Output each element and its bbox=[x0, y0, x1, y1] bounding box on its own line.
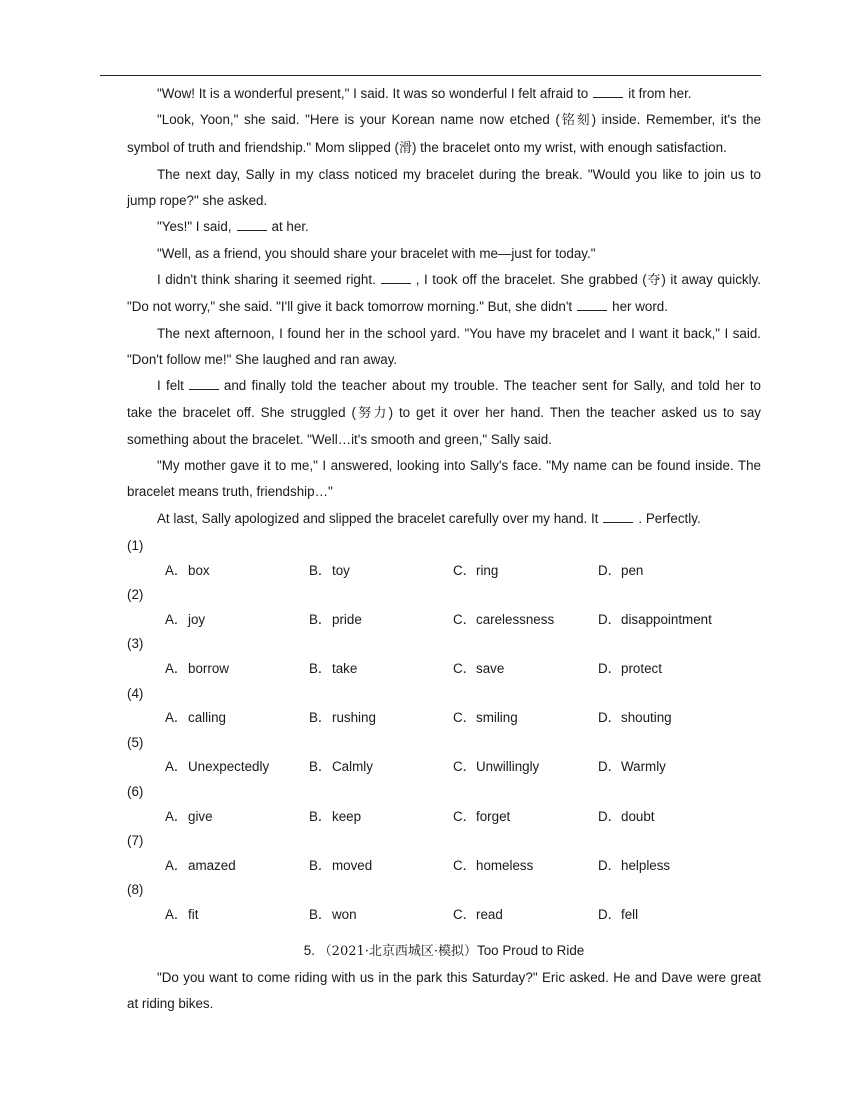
answer-blank bbox=[593, 85, 623, 98]
passage-paragraph: The next afternoon, I found her in the school yard. "You have my bracelet and I want it back," I said. "Don't follow me!" She laughed and ran away. bbox=[127, 325, 761, 367]
header-rule bbox=[100, 75, 761, 76]
answer-blank bbox=[381, 271, 411, 284]
option-d[interactable]: D．shouting bbox=[598, 710, 672, 726]
passage-paragraph: At last, Sally apologized and slipped the bracelet carefully over my hand. It . Perfectly. bbox=[157, 510, 701, 526]
passage-paragraph: "Well, as a friend, you should share your bracelet with me—just for today." bbox=[157, 245, 596, 261]
option-a[interactable]: A．joy bbox=[165, 611, 206, 627]
option-b[interactable]: B．won bbox=[309, 906, 357, 922]
option-b[interactable]: B．take bbox=[309, 661, 358, 677]
question-item bbox=[127, 632, 761, 681]
option-d[interactable]: D．Warmly bbox=[598, 759, 666, 775]
option-row bbox=[127, 755, 761, 780]
question-number: (3) bbox=[127, 636, 144, 652]
option-a[interactable]: A．calling bbox=[165, 710, 226, 726]
option-b[interactable]: B．rushing bbox=[309, 710, 376, 726]
option-a[interactable]: A．borrow bbox=[165, 661, 229, 677]
option-c[interactable]: C．homeless bbox=[453, 857, 534, 873]
option-c[interactable]: C．Unwillingly bbox=[453, 759, 540, 775]
answer-blank bbox=[603, 510, 633, 523]
option-row bbox=[127, 854, 761, 879]
question-item bbox=[127, 878, 761, 927]
question-number: (5) bbox=[127, 734, 144, 750]
question-number: (2) bbox=[127, 587, 144, 603]
option-b[interactable]: B．moved bbox=[309, 857, 373, 873]
option-a[interactable]: A．Unexpectedly bbox=[165, 759, 270, 775]
question-number: (7) bbox=[127, 833, 144, 849]
option-d[interactable]: D．doubt bbox=[598, 808, 655, 824]
option-d[interactable]: D．protect bbox=[598, 661, 662, 677]
question-number: (6) bbox=[127, 783, 144, 799]
question-item bbox=[127, 731, 761, 780]
question-item bbox=[127, 534, 761, 583]
option-a[interactable]: A．amazed bbox=[165, 857, 236, 873]
answer-blank bbox=[237, 218, 267, 231]
passage-paragraph: "My mother gave it to me," I answered, looking into Sally's face. "My name can be found inside. The bracelet means truth, friendship…" bbox=[127, 458, 761, 500]
question-number: (8) bbox=[127, 882, 144, 898]
passage-paragraph: "Yes!" I said, at her. bbox=[157, 219, 309, 235]
option-row bbox=[127, 559, 761, 584]
question-number: (1) bbox=[127, 538, 144, 554]
section-heading: 5. （2021·北京西城区·模拟）Too Proud to Ride bbox=[303, 942, 585, 959]
option-c[interactable]: C．save bbox=[453, 661, 505, 677]
option-d[interactable]: D．pen bbox=[598, 562, 644, 578]
passage-paragraph: "Look, Yoon," she said. "Here is your Korean name now etched (铭刻) inside. Remember, it's the symbol of truth and friendship." Mom slipped (滑) the bracelet onto my wrist, with enough satisfaction. bbox=[127, 112, 761, 156]
question-item bbox=[127, 583, 761, 632]
option-row bbox=[127, 706, 761, 731]
option-d[interactable]: D．fell bbox=[598, 906, 639, 922]
question-list bbox=[0, 534, 761, 928]
passage-paragraph: I felt and finally told the teacher about my trouble. The teacher sent for Sally, and told her to take the bracelet off. She struggled (努力) to get it over her hand. Then the teacher asked us to say something about the bracelet. "Well…it's smooth and green," Sally said. bbox=[127, 378, 761, 447]
option-c[interactable]: C．carelessness bbox=[453, 611, 555, 627]
option-c[interactable]: C．read bbox=[453, 906, 503, 922]
question-item bbox=[127, 682, 761, 731]
passage-paragraph: I didn't think sharing it seemed right. , I took off the bracelet. She grabbed (夺) it away quickly. "Do not worry," she said. "I'll give it back tomorrow morning." But, she didn't her word. bbox=[127, 272, 761, 315]
option-a[interactable]: A．box bbox=[165, 562, 210, 578]
answer-blank bbox=[577, 298, 607, 311]
option-d[interactable]: D．helpless bbox=[598, 857, 671, 873]
option-row bbox=[127, 657, 761, 682]
passage-paragraph: "Wow! It is a wonderful present," I said. It was so wonderful I felt afraid to it from her. bbox=[157, 86, 692, 101]
passage-body bbox=[127, 81, 761, 1017]
option-b[interactable]: B．pride bbox=[309, 611, 362, 627]
option-c[interactable]: C．smiling bbox=[453, 710, 518, 726]
option-b[interactable]: B．Calmly bbox=[309, 759, 373, 775]
passage-paragraph: "Do you want to come riding with us in the park this Saturday?" Eric asked. He and Dave were great at riding bikes. bbox=[127, 969, 761, 1011]
option-a[interactable]: A．give bbox=[165, 808, 213, 824]
question-number: (4) bbox=[127, 685, 144, 701]
answer-blank bbox=[189, 377, 219, 390]
option-row bbox=[127, 805, 761, 830]
passage-paragraph: The next day, Sally in my class noticed my bracelet during the break. "Would you like to join us to jump rope?" she asked. bbox=[127, 166, 761, 209]
option-d[interactable]: D．disappointment bbox=[598, 611, 712, 627]
option-c[interactable]: C．ring bbox=[453, 562, 499, 578]
option-b[interactable]: B．keep bbox=[309, 808, 362, 824]
option-a[interactable]: A．fit bbox=[165, 906, 199, 922]
option-c[interactable]: C．forget bbox=[453, 808, 511, 824]
question-item bbox=[127, 780, 761, 829]
option-row bbox=[127, 608, 761, 633]
option-row bbox=[127, 903, 761, 928]
option-b[interactable]: B．toy bbox=[309, 562, 350, 578]
question-item bbox=[127, 829, 761, 878]
